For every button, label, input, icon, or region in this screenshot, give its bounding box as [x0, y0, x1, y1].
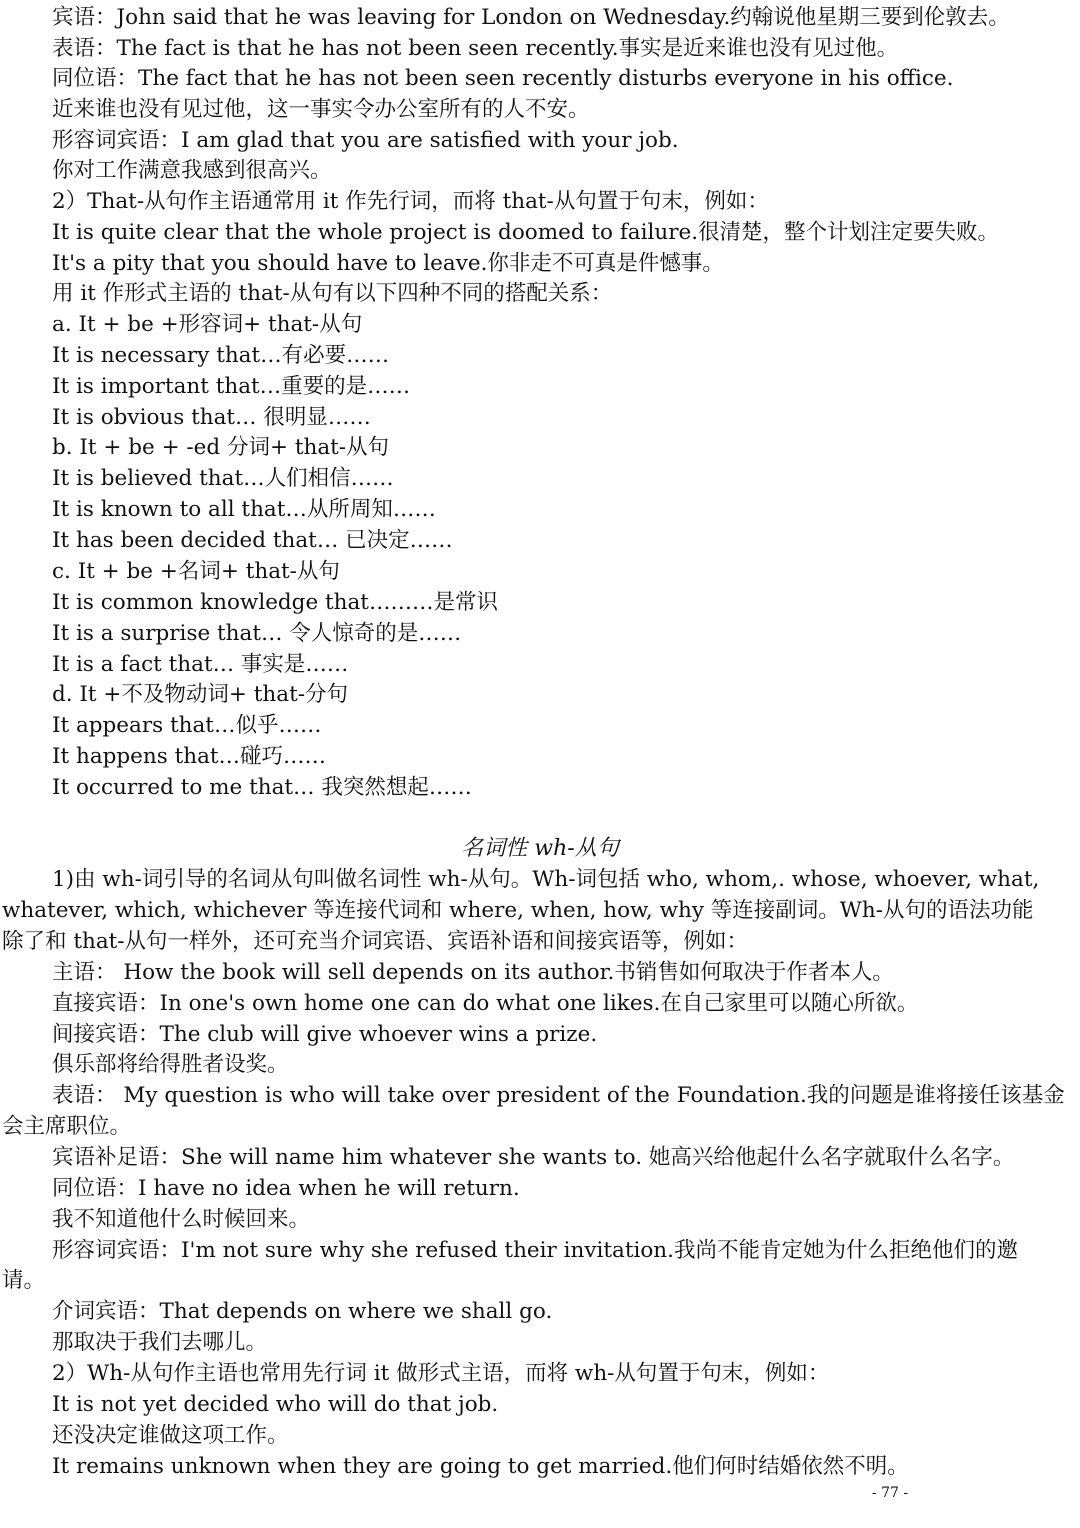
text-line: whatever, which, whichever 等连接代词和 where, when, how, why 等连接副词。Wh-从句的语法功能 — [2, 898, 1034, 923]
text-line: 介词宾语：That depends on where we shall go. — [52, 1299, 553, 1324]
text-line: It occurred to me that… 我突然想起…… — [52, 775, 472, 800]
text-line: 俱乐部将给得胜者设奖。 — [52, 1052, 289, 1077]
text-line: It has been decided that… 已决定…… — [52, 528, 453, 553]
text-line: 1)由 wh-词引导的名词从句叫做名词性 wh-从句。Wh-词包括 who, whom,. whose, whoever, what, — [52, 867, 1040, 892]
text-line: 表语：The fact is that he has not been seen recently.事实是近来谁也没有见过他。 — [52, 36, 899, 61]
text-line: 那取决于我们去哪儿。 — [52, 1330, 268, 1355]
text-line: 2）Wh-从句作主语也常用先行词 it 做形式主语，而将 wh-从句置于句末，例如： — [52, 1361, 830, 1386]
text-line: 请。 — [2, 1268, 46, 1293]
text-line: It appears that…似乎…… — [52, 713, 322, 738]
text-line: It is a surprise that… 令人惊奇的是…… — [52, 621, 462, 646]
text-line: 我不知道他什么时候回来。 — [52, 1207, 311, 1232]
text-line: It is necessary that…有必要…… — [52, 343, 390, 368]
text-line: 宾语：John said that he was leaving for London on Wednesday.约翰说他星期三要到伦敦去。 — [52, 5, 1010, 30]
text-line: 宾语补足语：She will name him whatever she wants to. 她高兴给他起什么名字就取什么名字。 — [52, 1145, 1015, 1170]
text-line: It happens that…碰巧…… — [52, 744, 327, 769]
text-line: 用 it 作形式主语的 that-从句有以下四种不同的搭配关系： — [52, 281, 613, 306]
text-line: It remains unknown when they are going to get married.他们何时结婚依然不明。 — [52, 1454, 909, 1479]
text-line: It is common knowledge that………是常识 — [52, 590, 498, 615]
text-line: 形容词宾语：I'm not sure why she refused their invitation.我尚不能肯定她为什么拒绝他们的邀 — [52, 1238, 1018, 1263]
section-heading: 名词性 wh-从句 — [461, 836, 619, 861]
text-line: 表语： My question is who will take over president of the Foundation.我的问题是谁将接任该基金 — [52, 1083, 1065, 1108]
text-line: It is known to all that…从所周知…… — [52, 497, 436, 522]
text-line: 主语： How the book will sell depends on its author.书销售如何取决于作者本人。 — [52, 960, 894, 985]
text-line: 还没决定谁做这项工作。 — [52, 1423, 289, 1448]
text-line: 2）That-从句作主语通常用 it 作先行词，而将 that-从句置于句末，例如： — [52, 189, 769, 214]
text-line: 除了和 that-从句一样外，还可充当介词宾语、宾语补语和间接宾语等，例如： — [2, 929, 749, 954]
text-line: 间接宾语：The club will give whoever wins a prize. — [52, 1022, 598, 1047]
text-line: It is a fact that… 事实是…… — [52, 652, 349, 677]
text-line: It is obvious that… 很明显…… — [52, 405, 371, 430]
text-line: It is believed that…人们相信…… — [52, 466, 394, 491]
text-line: 会主席职位。 — [2, 1114, 132, 1139]
text-line: b. It + be + -ed 分词+ that-从句 — [52, 435, 390, 460]
text-line: It is important that…重要的是…… — [52, 374, 411, 399]
page-number: - 77 - — [871, 1485, 909, 1501]
text-line: It is not yet decided who will do that job. — [52, 1392, 499, 1417]
text-line: 直接宾语：In one's own home one can do what one likes.在自己家里可以随心所欲。 — [52, 991, 919, 1016]
text-line: 近来谁也没有见过他，这一事实令办公室所有的人不安。 — [52, 97, 590, 122]
text-line: 同位语：I have no idea when he will return. — [52, 1176, 520, 1201]
text-line: 同位语：The fact that he has not been seen recently disturbs everyone in his office. — [52, 66, 954, 91]
text-line: 你对工作满意我感到很高兴。 — [52, 158, 332, 183]
text-line: c. It + be +名词+ that-从句 — [52, 559, 340, 584]
text-line: 形容词宾语：I am glad that you are satisfied with your job. — [52, 128, 679, 153]
text-line: It's a pity that you should have to leave.你非走不可真是件憾事。 — [52, 251, 724, 276]
text-line: It is quite clear that the whole project is doomed to failure.很清楚，整个计划注定要失败。 — [52, 220, 1000, 245]
text-line: d. It +不及物动词+ that-分句 — [52, 682, 348, 707]
text-line: a. It + be +形容词+ that-从句 — [52, 312, 363, 337]
